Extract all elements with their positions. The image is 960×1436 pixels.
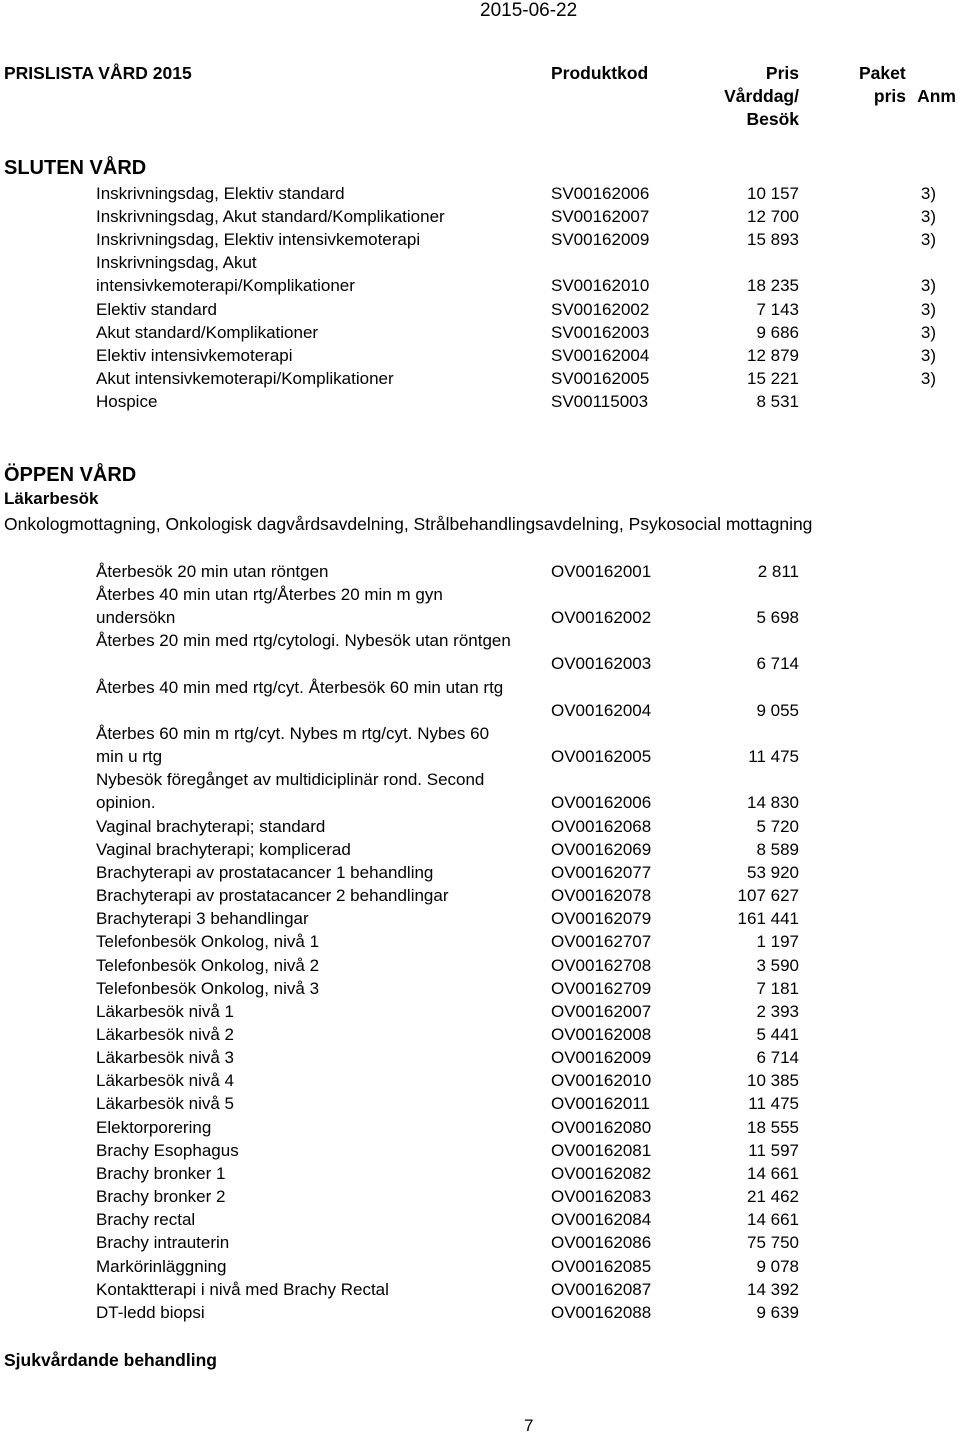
table-row [0, 954, 960, 977]
column-header-paket-pris: pris [873, 86, 906, 106]
row-product-code: SV00162002 [551, 299, 650, 319]
row-product-code: OV00162011 [551, 1094, 650, 1114]
page-date: 2015-06-22 [480, 0, 578, 21]
section-description: Onkologmottagning, Onkologisk dagvårdsavdelning, Strålbehandlingsavdelning, Psykosocial mottagning [4, 514, 813, 534]
row-description: Brachy intrauterin [96, 1233, 230, 1253]
table-row [0, 861, 960, 884]
row-price: 12 700 [747, 207, 799, 227]
row-product-code: OV00162004 [551, 700, 652, 720]
row-note: 3) [920, 346, 936, 366]
row-description: Akut intensivkemoterapi/Komplikationer [96, 369, 394, 389]
row-description: Återbes 20 min med rtg/cytologi. Nybesök utan röntgen [96, 631, 511, 651]
row-product-code: SV00162007 [551, 207, 650, 227]
table-row [0, 1278, 960, 1301]
table-row [0, 977, 960, 1000]
row-description: Vaginal brachyterapi; standard [96, 816, 326, 836]
table-row [0, 367, 960, 390]
row-note: 3) [920, 322, 936, 342]
table-row [0, 884, 960, 907]
table-row [0, 1301, 960, 1324]
row-product-code: OV00162007 [551, 1001, 652, 1021]
row-price: 5 720 [756, 816, 799, 836]
row-product-code: OV00162003 [551, 654, 652, 674]
subheading-lakarbesok: Läkarbesök [4, 489, 99, 508]
row-price: 18 235 [747, 276, 799, 296]
row-product-code: OV00162088 [551, 1302, 652, 1322]
row-price: 14 661 [747, 1210, 799, 1230]
table-row [0, 1116, 960, 1139]
row-price: 7 181 [756, 978, 799, 998]
table-row [0, 722, 960, 768]
row-product-code: OV00162080 [551, 1117, 652, 1137]
row-price: 1 197 [756, 932, 799, 952]
table-row [0, 629, 960, 675]
row-description: Brachyterapi av prostatacancer 2 behandlingar [96, 886, 449, 906]
row-price: 10 157 [747, 184, 799, 203]
row-description: Återbes 40 min med rtg/cyt. Återbesök 60 min utan rtg [96, 677, 504, 697]
row-description: Inskrivningsdag, Elektiv standard [96, 184, 345, 203]
row-note: 3) [920, 207, 936, 227]
row-price: 10 385 [747, 1071, 799, 1091]
column-header-produktkod: Produktkod [551, 63, 649, 83]
table-row [0, 838, 960, 861]
row-product-code: OV00162077 [551, 862, 652, 882]
row-product-code: OV00162708 [551, 955, 652, 975]
row-price: 14 392 [747, 1279, 799, 1299]
row-product-code: OV00162001 [551, 562, 652, 581]
row-description: Läkarbesök nivå 2 [96, 1025, 234, 1044]
row-price: 14 661 [747, 1163, 799, 1183]
row-description: Återbesök 20 min utan röntgen [96, 562, 329, 581]
row-product-code: OV00162084 [551, 1210, 652, 1230]
row-description: Elektiv intensivkemoterapi [96, 346, 293, 366]
row-product-code: SV00162009 [551, 230, 650, 250]
row-price: 11 475 [748, 747, 799, 767]
row-note: 3) [920, 369, 936, 389]
row-product-code: SV00162003 [551, 322, 650, 342]
table-row [0, 1208, 960, 1231]
row-description: Telefonbesök Onkolog, nivå 3 [96, 978, 320, 998]
row-product-code: OV00162002 [551, 608, 652, 628]
row-description: Brachyterapi 3 behandlingar [96, 909, 309, 929]
row-product-code: OV00162009 [551, 1048, 652, 1068]
row-description: Återbes 60 min m rtg/cyt. Nybes m rtg/cyt. Nybes 60 min u rtg [96, 724, 490, 767]
table-row [0, 583, 960, 629]
table-row [0, 1046, 960, 1069]
row-description: Läkarbesök nivå 3 [96, 1048, 234, 1068]
table-row [0, 1231, 960, 1254]
row-price: 8 531 [756, 392, 799, 412]
row-product-code: SV00162010 [551, 276, 650, 296]
row-product-code: OV00162068 [551, 816, 652, 836]
row-product-code: OV00162082 [551, 1163, 652, 1183]
row-price: 53 920 [747, 862, 799, 882]
table-row [0, 1092, 960, 1115]
row-note: 3) [920, 299, 936, 319]
page-number: 7 [524, 1416, 534, 1435]
row-product-code: OV00162083 [551, 1187, 652, 1207]
table-row [0, 1139, 960, 1162]
column-header-pris: Pris [765, 63, 799, 83]
table-row [0, 1255, 960, 1278]
table-row [0, 344, 960, 367]
table-row [0, 1069, 960, 1092]
section-heading-sjukvardande-behandling: Sjukvårdande behandling [4, 1350, 217, 1370]
row-price: 9 639 [756, 1302, 799, 1322]
row-description: Läkarbesök nivå 5 [96, 1094, 234, 1114]
document-title: PRISLISTA VÅRD 2015 [4, 63, 192, 83]
row-price: 161 441 [737, 909, 799, 929]
row-product-code: OV00162005 [551, 747, 652, 767]
column-header-anm: Anm [917, 86, 956, 106]
row-price: 5 441 [756, 1025, 799, 1044]
row-price: 8 589 [756, 839, 799, 859]
row-description: Inskrivningsdag, Akut intensivkemoterapi/Komplikationer [96, 253, 355, 296]
row-product-code: SV00162006 [551, 184, 650, 203]
row-price: 9 078 [756, 1256, 799, 1276]
row-price: 2 393 [756, 1001, 799, 1021]
row-price: 15 893 [747, 230, 799, 250]
row-product-code: OV00162086 [551, 1233, 652, 1253]
table-row [0, 930, 960, 953]
row-description: Markörinläggning [96, 1256, 227, 1276]
row-description: Telefonbesök Onkolog, nivå 2 [96, 955, 320, 975]
row-description: Telefonbesök Onkolog, nivå 1 [96, 932, 320, 952]
row-product-code: OV00162006 [551, 793, 652, 813]
row-description: Brachy Esophagus [96, 1140, 239, 1160]
row-price: 11 597 [748, 1140, 799, 1160]
row-product-code: OV00162008 [551, 1025, 652, 1044]
table-row [0, 815, 960, 838]
row-description: Nybesök föregånget av multidiciplinär rond. Second opinion. [96, 770, 485, 813]
row-description: Vaginal brachyterapi; komplicerad [96, 839, 351, 859]
row-description: Hospice [96, 392, 158, 412]
table-row [0, 228, 960, 251]
row-description: Brachy bronker 1 [96, 1163, 226, 1183]
row-price: 6 714 [756, 1048, 799, 1068]
row-price: 7 143 [756, 299, 799, 319]
row-note: 3) [920, 230, 936, 250]
section-heading-sluten-vard: SLUTEN VÅRD [4, 157, 147, 179]
table-row [0, 1162, 960, 1185]
row-product-code: OV00162010 [551, 1071, 652, 1091]
row-note: 3) [920, 184, 936, 203]
row-product-code: OV00162085 [551, 1256, 652, 1276]
row-description: DT-ledd biopsi [96, 1302, 205, 1322]
row-price: 21 462 [747, 1187, 799, 1207]
row-price: 9 686 [756, 322, 799, 342]
table-row [0, 298, 960, 321]
row-product-code: SV00115003 [551, 392, 649, 412]
row-description: Brachy bronker 2 [96, 1187, 226, 1207]
row-description: Brachyterapi av prostatacancer 1 behandling [96, 862, 434, 882]
table-row [0, 251, 960, 297]
row-description: Läkarbesök nivå 4 [96, 1071, 234, 1091]
row-price: 107 627 [737, 886, 799, 906]
table-row [0, 321, 960, 344]
row-product-code: OV00162079 [551, 909, 652, 929]
row-product-code: OV00162078 [551, 886, 652, 906]
row-price: 11 475 [748, 1094, 799, 1114]
row-price: 18 555 [747, 1117, 799, 1137]
row-description: Elektiv standard [96, 299, 217, 319]
row-price: 9 055 [756, 700, 799, 720]
row-product-code: OV00162069 [551, 839, 652, 859]
row-price: 15 221 [747, 369, 799, 389]
row-price: 14 830 [747, 793, 799, 813]
row-price: 6 714 [756, 654, 799, 674]
table-row [0, 676, 960, 722]
table-row [0, 182, 960, 205]
row-product-code: OV00162709 [551, 978, 652, 998]
column-header-pris-besok: Besök [746, 109, 799, 129]
section-heading-oppen-vard: ÖPPEN VÅRD [4, 464, 137, 486]
row-product-code: OV00162707 [551, 932, 652, 952]
row-product-code: OV00162087 [551, 1279, 652, 1299]
row-price: 3 590 [756, 955, 799, 975]
row-description: Inskrivningsdag, Akut standard/Komplikationer [96, 207, 445, 227]
row-price: 75 750 [747, 1233, 799, 1253]
row-product-code: SV00162004 [551, 346, 650, 366]
table-row [0, 1023, 960, 1046]
row-price: 2 811 [757, 562, 799, 581]
row-description: Akut standard/Komplikationer [96, 322, 319, 342]
row-product-code: SV00162005 [551, 369, 650, 389]
row-description: Brachy rectal [96, 1210, 196, 1230]
table-row [0, 768, 960, 814]
table-row [0, 205, 960, 228]
table-row [0, 1185, 960, 1208]
row-price: 5 698 [756, 608, 799, 628]
row-description: Kontaktterapi i nivå med Brachy Rectal [96, 1279, 389, 1299]
column-header-paket: Paket [859, 63, 906, 83]
row-price: 12 879 [747, 346, 799, 366]
row-note: 3) [920, 276, 936, 296]
row-description: Elektorporering [96, 1117, 212, 1137]
row-description: Inskrivningsdag, Elektiv intensivkemoterapi [96, 230, 421, 250]
table-row [0, 1000, 960, 1023]
column-header-pris-varddag: Vårddag/ [724, 86, 799, 106]
row-product-code: OV00162081 [551, 1140, 652, 1160]
table-row [0, 907, 960, 930]
row-description: Återbes 40 min utan rtg/Återbes 20 min m gyn undersökn [96, 585, 443, 628]
table-row [0, 560, 960, 583]
row-description: Läkarbesök nivå 1 [96, 1001, 234, 1021]
table-row [0, 390, 960, 413]
